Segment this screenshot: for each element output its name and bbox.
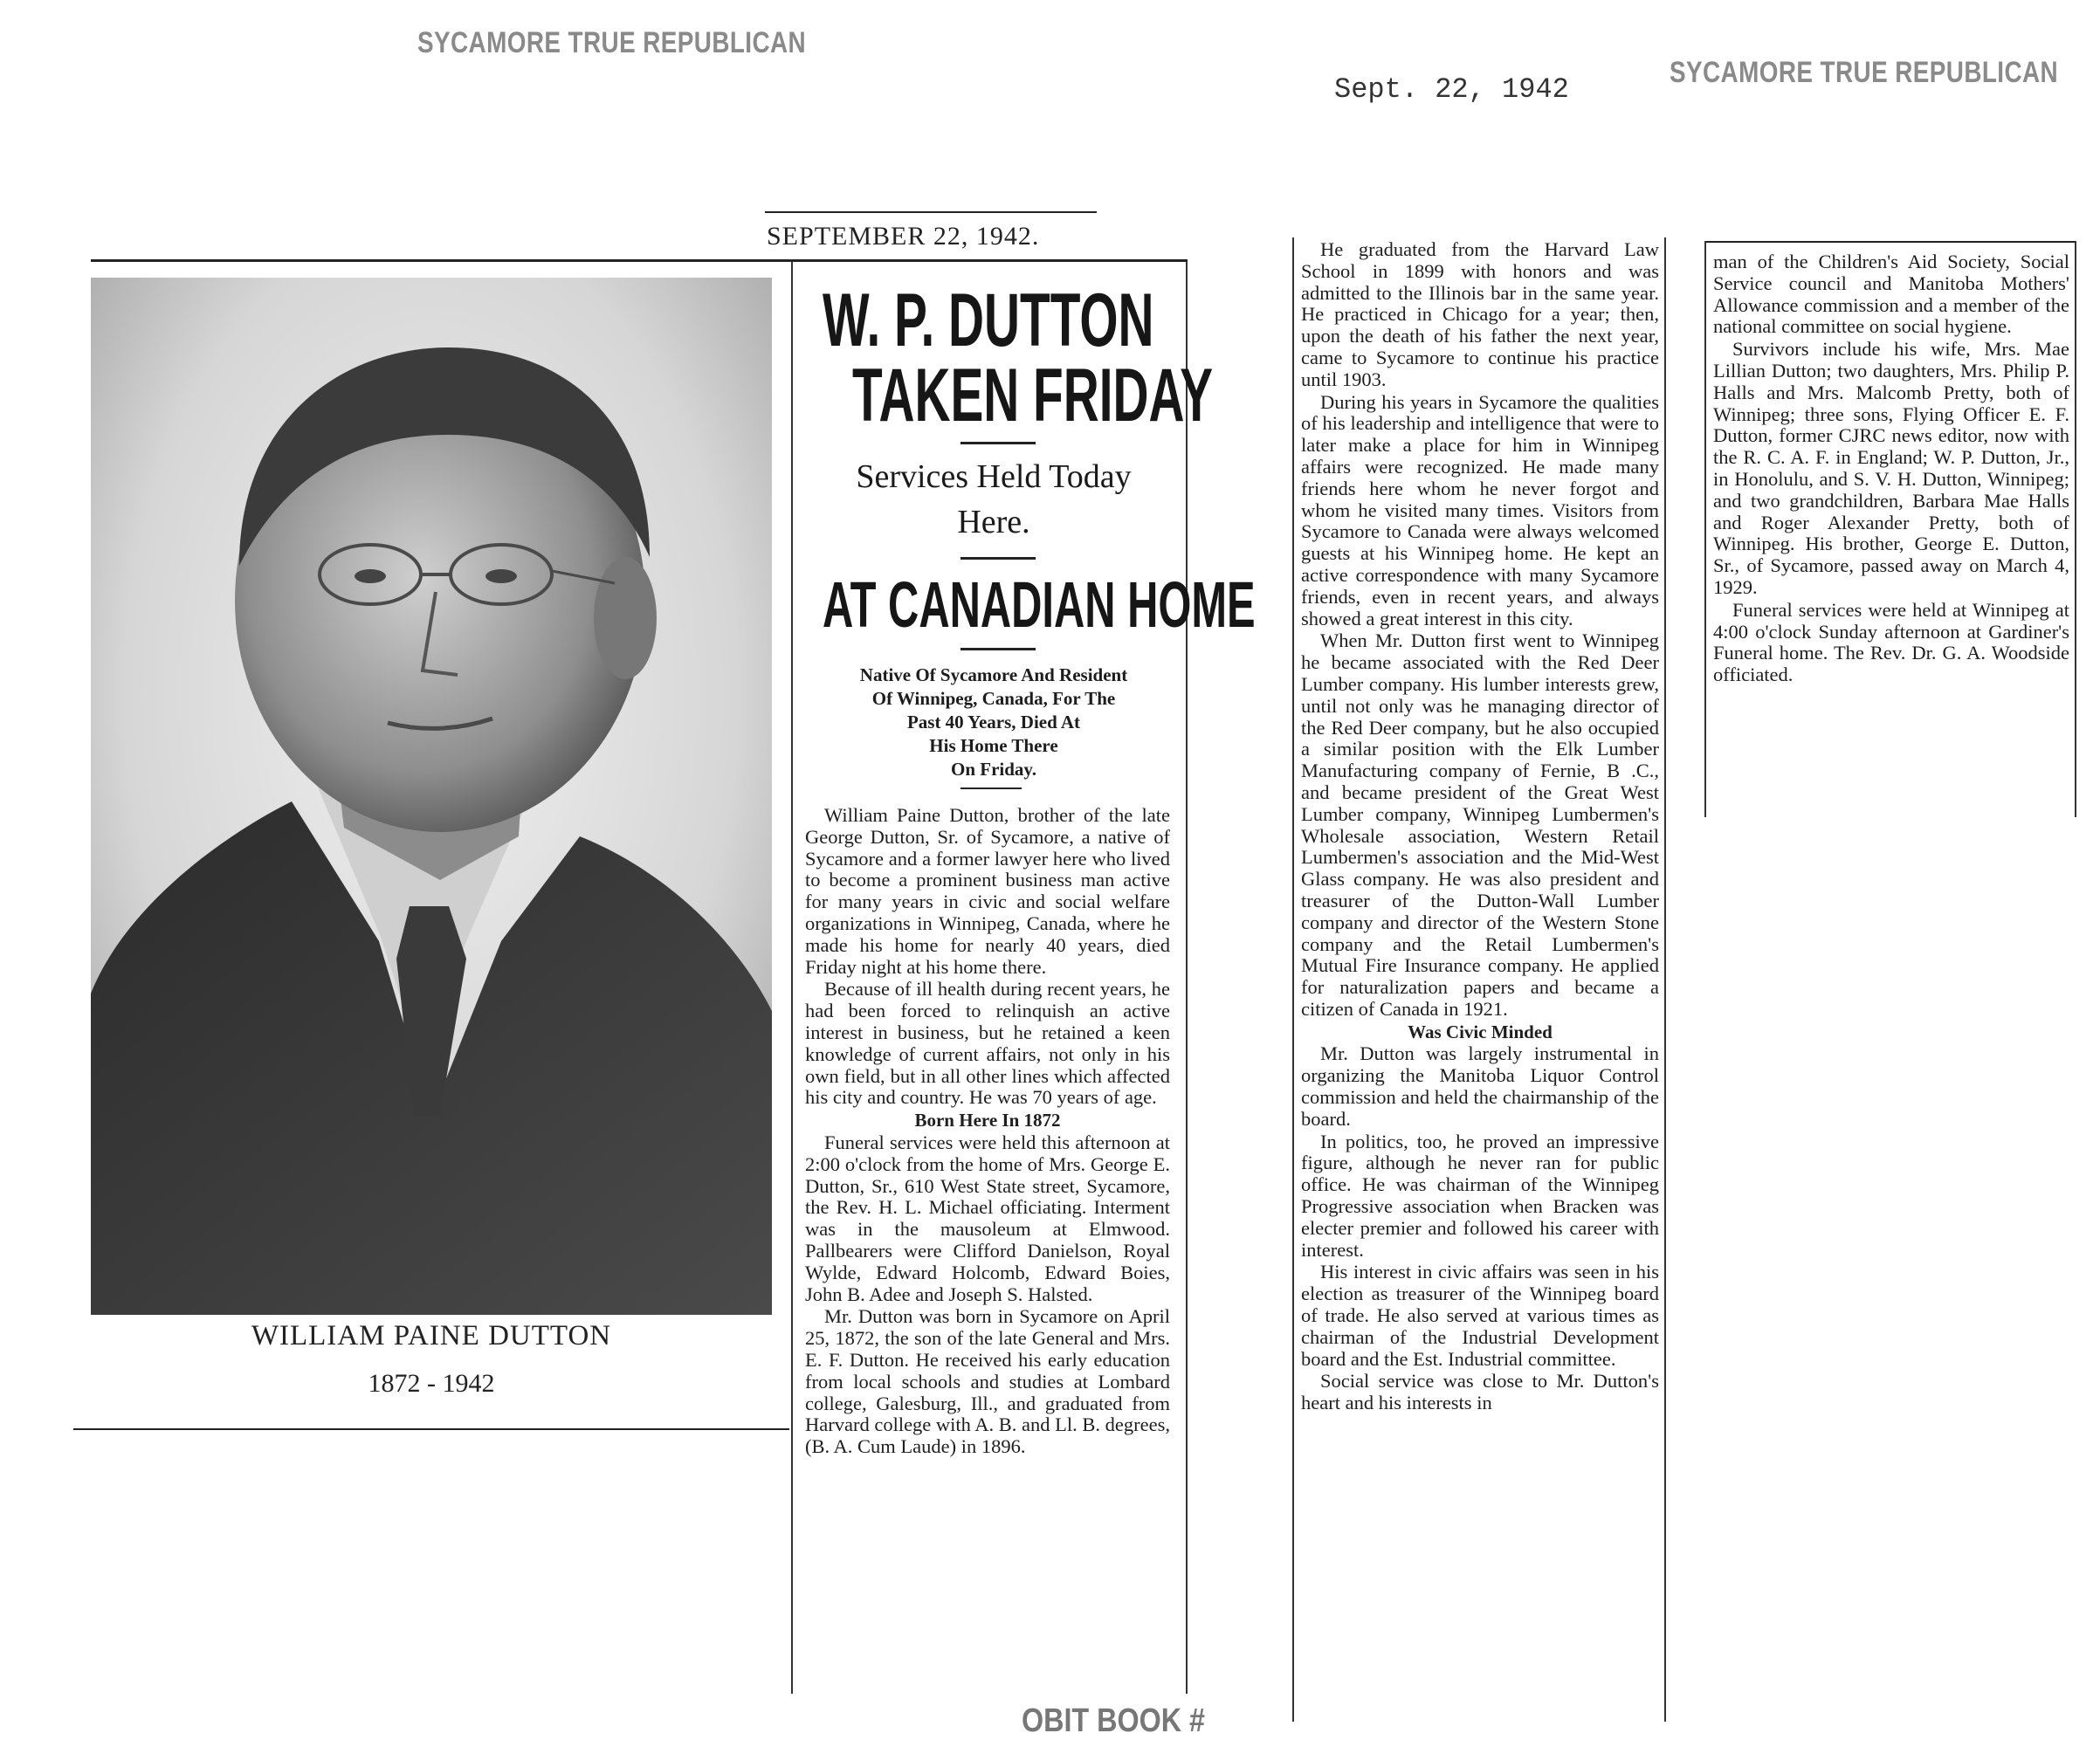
- column-rule: [1664, 237, 1666, 1722]
- headline-line3: AT CANADIAN HOME: [823, 568, 1256, 641]
- headline-deck-1: Services Held Today: [856, 458, 1132, 495]
- paragraph: Funeral services were held this afternoon at 2:00 o'clock from the home of Mrs. George E. Dutton, Sr., 610 West State street, Sycamore, the Rev. H. L. Michael officiating. Interment was in the mausoleum at Elmwood. Pallbearers were Clifford Danielson, Royal Wylde, Edward Holcomb, Edward Boies, John B. Adee and Joseph S. Halsted.: [805, 1131, 1170, 1305]
- column-rule: [1292, 237, 1294, 1722]
- date-rule: [91, 259, 1188, 262]
- paragraph: Survivors include his wife, Mrs. Mae Lillian Dutton; two daughters, Mrs. Philip P. Halls and Mrs. Malcomb Pretty, both of Winnipeg; three sons, Flying Officer E. F. Dutton, former CJRC news editor, now with the R. C. A. F. in England; W. P. Dutton, Jr., in Honolulu, and S. V. H. Dutton, Winnipeg; and two grandchildren, Barbara Mae Halls and Roger Alexander Pretty, both of Winnipeg. His brother, George E. Dutton, Sr., of Sycamore, passed away on March 4, 1929.: [1713, 338, 2069, 598]
- headline-deck-2: Here.: [957, 504, 1030, 540]
- paragraph: Social service was close to Mr. Dutton's heart and his interests in: [1301, 1370, 1659, 1414]
- headline-line2: TAKEN FRIDAY: [852, 354, 1214, 437]
- headline-rule-2: [960, 557, 1036, 560]
- top-rule: [765, 211, 1097, 213]
- summary-rule: [960, 787, 1022, 789]
- paragraph: Mr. Dutton was born in Sycamore on April 25, 1872, the son of the late General and Mrs. E. F. Dutton. He received his early education from local schools and studies at Lombard college, Galesburg, Ill., and graduated from Harvard college with A. B. and Ll. B. degrees, (B. A. Cum Laude) in 1896.: [805, 1305, 1171, 1458]
- column-rule: [2075, 241, 2076, 817]
- headline-rule-3: [960, 648, 1036, 650]
- article-column-1: [805, 805, 1170, 1459]
- headline-summary: [802, 664, 1186, 781]
- paragraph: In politics, too, he proved an impressive figure, although he never ran for public office. He was chairman of the Winnipeg Progressive association when Bracken was electer premier and followed his career with interest.: [1301, 1130, 1659, 1261]
- column-rule: [1704, 241, 1706, 817]
- photo-caption-years: 1872 - 1942: [368, 1369, 495, 1398]
- paragraph: Mr. Dutton was largely instrumental in organizing the Manitoba Liquor Control commission and held the chairmanship of the board.: [1301, 1042, 1659, 1130]
- clipping-date: SEPTEMBER 22, 1942.: [767, 222, 1040, 251]
- column-rule-right: [1186, 262, 1188, 1694]
- column-rule-left: [791, 262, 793, 1694]
- typed-date: Sept. 22, 1942: [1334, 73, 1569, 106]
- top-rule: [1704, 241, 2076, 243]
- subheading-civic-minded: Was Civic Minded: [1408, 1021, 1553, 1042]
- obit-book-stamp: OBIT BOOK #: [1022, 1702, 1205, 1739]
- summary-line: Of Winnipeg, Canada, For The: [871, 688, 1116, 709]
- paragraph: His interest in civic affairs was seen in his election as treasurer of the Winnipeg board of trade. He also served at various times as chairman of the Industrial Development board and the Est. Industrial committee.: [1301, 1261, 1659, 1370]
- paragraph: Because of ill health during recent years, he had been forced to relinquish an active interest in business, but he retained a keen knowledge of current affairs, not only in his own field, but in all other lines which affected his city and country. He was 70 years of age.: [805, 978, 1170, 1109]
- newspaper-stamp-left: SYCAMORE TRUE REPUBLICAN: [417, 26, 807, 59]
- newspaper-stamp-right: SYCAMORE TRUE REPUBLICAN: [1670, 56, 2059, 89]
- subheading-born-here: Born Here In 1872: [914, 1110, 1061, 1131]
- article-column-2: [1301, 239, 1659, 1415]
- paragraph: Funeral services were held at Winnipeg at 4:00 o'clock Sunday afternoon at Gardiner's Funeral home. The Rev. Dr. G. A. Woodside officiated.: [1713, 598, 2069, 686]
- portrait-photo: [91, 278, 772, 1315]
- article-column-3: [1713, 251, 2069, 687]
- headline-rule-1: [960, 442, 1036, 444]
- summary-line: His Home There: [929, 735, 1058, 756]
- photo-caption-name: WILLIAM PAINE DUTTON: [251, 1320, 612, 1351]
- caption-bottom-rule: [73, 1428, 789, 1430]
- paragraph: When Mr. Dutton first went to Winnipeg he became associated with the Red Deer Lumber company. His lumber interests grew, until not only was he managing director of the Red Deer company, but he also occupied a similar position with the Elk Lumber Manufacturing company of Fernie, B .C., and became president of the Great West Lumber company, Winnipeg Lumbermen's Wholesale association, Western Retail Lumbermen's association and the Mid-West Glass company. He was also president and treasurer of the Dutton-Wall Lumber company and director of the Western Stone company and the Retail Lumbermen's Mutual Fire Insurance company. He applied for naturalization papers and became a citizen of Canada in 1921.: [1301, 629, 1659, 1020]
- paragraph: He graduated from the Harvard Law School in 1899 with honors and was admitted to the Illinois bar in the same year. He practiced in Chicago for a year; then, upon the death of his father the next year, came to Sycamore to continue his practice until 1903.: [1301, 238, 1659, 390]
- paragraph: William Paine Dutton, brother of the late George Dutton, Sr. of Sycamore, a native of Sycamore and a former lawyer here who lived to become a prominent business man active for many years in civic and social welfare organizations in Winnipeg, Canada, where he made his home for nearly 40 years, died Friday night at his home there.: [805, 804, 1170, 978]
- paragraph: man of the Children's Aid Society, Social Service council and Manitoba Mothers' Allowance commission and a member of the national committee on social hygiene.: [1713, 251, 2069, 338]
- headline-line1: W. P. DUTTON: [823, 279, 1154, 362]
- summary-line: Past 40 Years, Died At: [906, 712, 1081, 732]
- summary-line: Native Of Sycamore And Resident: [859, 664, 1128, 685]
- summary-line: On Friday.: [950, 759, 1037, 780]
- paragraph: During his years in Sycamore the qualities of his leadership and intelligence that were to later make a place for him in Winnipeg affairs were recognized. He made many friends here whom he never forgot and whom he visited many times. Visitors from Sycamore to Canada were always welcomed guests at his Winnipeg home. He kept an active correspondence with many Sycamore friends, even in recent years, and always showed a great interest in this city.: [1301, 390, 1659, 629]
